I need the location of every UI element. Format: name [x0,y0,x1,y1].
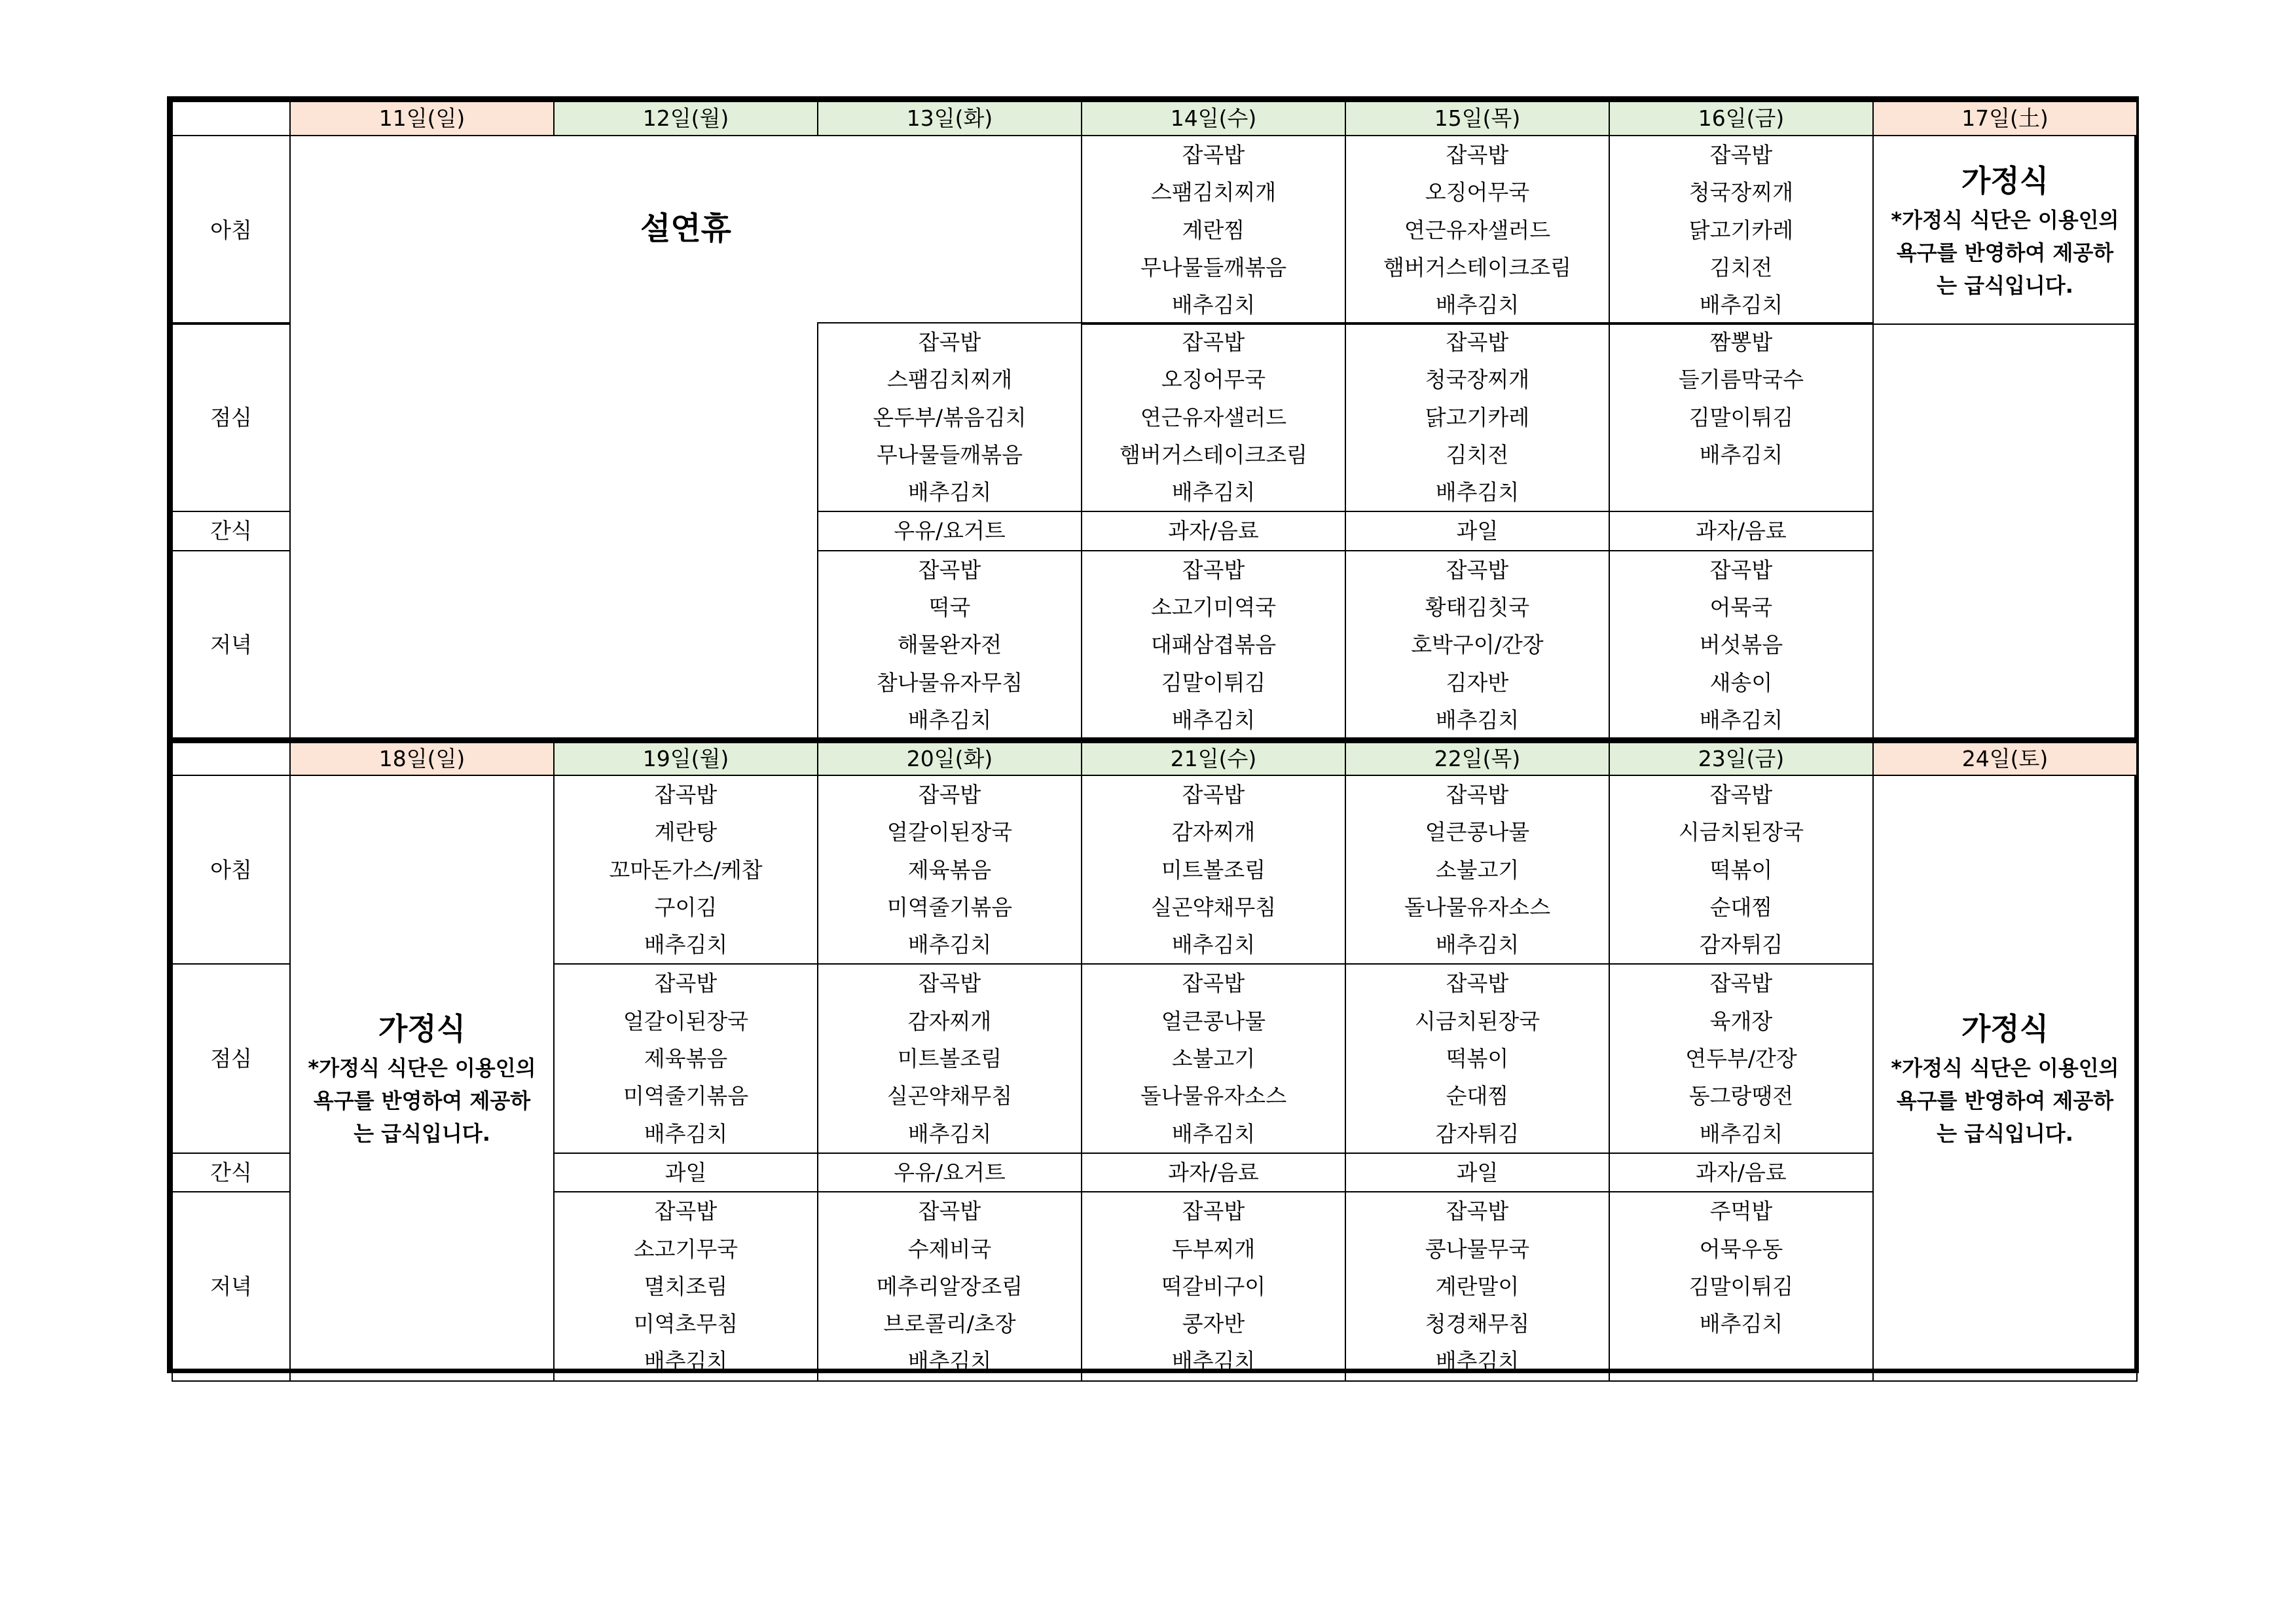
menu-item: 배추김치 [1171,932,1256,958]
menu-cell [1082,136,1345,324]
menu-cell [1082,775,1345,964]
homestyle-title: 가정식 [1961,1011,2049,1047]
menu-item: 잡곡밥 [1709,142,1773,168]
menu-item: 얼큰콩나물 [1425,819,1530,845]
menu-item: 오징어무국 [1425,179,1530,206]
note-line: *가정식 식단은 이용인의 [1891,208,2119,233]
menu-item: 배추김치 [1435,932,1520,958]
homestyle-cell [1873,136,2137,324]
menu-item: 소불고기 [1435,857,1520,883]
day-header: 23일(금) [1609,741,1873,776]
menu-cell [1609,964,1873,1153]
menu-item: 어묵우동 [1699,1236,1783,1262]
snack-cell: 과일 [1345,511,1609,550]
menu-item: 잡곡밥 [918,782,981,807]
menu-item: 온두부/볶음김치 [873,404,1027,430]
snack-cell: 과자/음료 [1082,1153,1345,1192]
menu-item: 배추김치 [644,932,728,958]
day-header: 24일(토) [1873,741,2137,776]
menu-item: 배추김치 [1171,479,1256,506]
menu-item: 잡곡밥 [1182,782,1245,807]
menu-item: 수제비국 [907,1236,992,1262]
menu-item: 배추김치 [907,479,992,506]
menu-cell [818,1192,1082,1380]
snack-cell: 과자/음료 [1609,511,1873,550]
menu-item: 배추김치 [1171,707,1256,733]
menu-cell [1345,964,1609,1153]
menu-item: 소고기미역국 [1150,595,1277,621]
meal-label-snack: 간식 [172,1153,290,1192]
menu-item: 동그랑땡전 [1688,1083,1794,1109]
note-line: 욕구를 반영하여 제공하 [1896,1088,2114,1114]
menu-item: 브로콜리/초장 [883,1311,1016,1337]
menu-item: 감자찌개 [907,1008,992,1034]
menu-item: 김치전 [1709,254,1773,280]
homestyle-cell [1873,775,2137,1381]
menu-item: 어묵국 [1709,595,1773,621]
menu-item: 떡볶이 [1446,1046,1509,1072]
menu-item: 잡곡밥 [1709,782,1773,807]
menu-item: 육개장 [1709,1008,1773,1034]
day-header: 13일(화) [818,101,1082,136]
menu-item: 청경채무침 [1425,1311,1530,1337]
day-header: 17일(土) [1873,101,2137,136]
menu-item: 구이김 [654,894,718,920]
menu-cell [1345,551,1609,739]
menu-item: 잡곡밥 [1709,557,1773,583]
day-header: 14일(수) [1082,101,1345,136]
menu-item: 잡곡밥 [1446,1198,1509,1225]
homestyle-cell [290,775,554,1381]
menu-item: 잡곡밥 [1446,557,1509,583]
holiday-cell [290,136,1082,324]
menu-item: 콩나물무국 [1425,1236,1530,1262]
menu-item: 미트볼조림 [897,1046,1002,1072]
menu-item: 잡곡밥 [918,970,981,997]
menu-item: 배추김치 [644,1120,728,1147]
menu-item: 시금치된장국 [1678,819,1804,845]
menu-item: 떡볶이 [1709,857,1773,883]
menu-item: 연근유자샐러드 [1404,217,1551,243]
meal-label-snack: 간식 [172,511,290,550]
meal-label-dinner: 저녁 [172,551,290,739]
homestyle-title: 가정식 [378,1011,466,1047]
menu-item: 청국장찌개 [1425,367,1530,393]
day-header: 18일(일) [290,741,554,776]
menu-cell [1345,1192,1609,1380]
menu-item: 배추김치 [1435,292,1520,318]
menu-item: 감자찌개 [1171,819,1256,845]
menu-item: 떡국 [928,595,971,621]
menu-item: 잡곡밥 [918,1198,981,1225]
day-header: 21일(수) [1082,741,1345,776]
menu-item: 김치전 [1446,441,1509,468]
menu-item: 두부찌개 [1171,1236,1256,1262]
homestyle-note [1874,204,2136,302]
menu-item: 얼큰콩나물 [1161,1008,1266,1034]
menu-item: 김자반 [1446,669,1509,695]
menu-item: 얼갈이된장국 [886,819,1013,845]
menu-item: 배추김치 [1435,1348,1520,1375]
menu-item: 황태김칫국 [1425,595,1530,621]
menu-item: 돌나물유자소스 [1404,894,1551,920]
menu-item: 떡갈비구이 [1161,1273,1266,1299]
menu-item: 배추김치 [1435,707,1520,733]
menu-item: 순대찜 [1709,894,1773,920]
menu-item: 오징어무국 [1161,367,1266,393]
note-line: *가정식 식단은 이용인의 [1891,1056,2119,1081]
menu-item: 잡곡밥 [654,970,718,997]
homestyle-span [1873,323,2137,739]
menu-item: 메추리알장조림 [876,1273,1023,1299]
menu-item: 실곤약채무침 [886,1083,1013,1109]
meal-label-lunch: 점심 [172,323,290,511]
menu-item: 김말이튀김 [1688,1273,1794,1299]
menu-item: 무나물들깨볶음 [1140,254,1287,280]
note-line: *가정식 식단은 이용인의 [308,1056,536,1081]
menu-item: 배추김치 [1171,1120,1256,1147]
menu-item: 해물완자전 [897,632,1002,658]
menu-item: 햄버거스테이크조림 [1120,441,1307,468]
menu-item: 배추김치 [644,1348,728,1375]
menu-item: 햄버거스테이크조림 [1383,254,1571,280]
menu-cell [1345,136,1609,324]
menu-item: 김말이튀김 [1688,404,1794,430]
meal-label-dinner: 저녁 [172,1192,290,1380]
week1-lower-table [172,322,2138,740]
menu-item: 잡곡밥 [654,782,718,807]
note-line: 욕구를 반영하여 제공하 [1896,240,2114,266]
day-header: 16일(금) [1609,101,1873,136]
menu-cell [1609,551,1873,739]
menu-item: 닭고기카레 [1425,404,1530,430]
menu-item: 배추김치 [1699,292,1783,318]
menu-item: 계란탕 [654,819,718,845]
menu-cell [818,964,1082,1153]
week1-table [172,101,2138,325]
menu-item: 잡곡밥 [1446,142,1509,168]
week2-table [172,737,2138,1382]
menu-item: 연근유자샐러드 [1140,404,1287,430]
day-header: 20일(화) [818,741,1082,776]
meal-schedule [167,96,2139,1373]
menu-cell [554,964,818,1153]
snack-cell: 우유/요거트 [818,1153,1082,1192]
homestyle-note [291,1052,553,1150]
snack-cell: 과일 [1345,1153,1609,1192]
menu-item: 콩자반 [1182,1311,1245,1337]
holiday-label: 설연휴 [640,210,732,248]
menu-cell [1082,964,1345,1153]
snack-cell: 우유/요거트 [818,511,1082,550]
menu-cell [1345,323,1609,511]
menu-item: 잡곡밥 [1709,970,1773,997]
menu-item: 미역줄기볶음 [886,894,1013,920]
corner-cell [172,101,290,136]
menu-item: 멸치조림 [644,1273,728,1299]
menu-cell [818,323,1082,511]
menu-item: 연두부/간장 [1685,1046,1797,1072]
menu-item: 주먹밥 [1709,1198,1773,1225]
menu-item: 미트볼조림 [1161,857,1266,883]
menu-item: 배추김치 [907,932,992,958]
menu-item: 참나물유자무침 [876,669,1023,695]
menu-item: 버섯볶음 [1699,632,1783,658]
menu-item: 순대찜 [1446,1083,1509,1109]
menu-item: 얼갈이된장국 [623,1008,749,1034]
menu-item: 짬뽕밥 [1709,329,1773,355]
menu-item: 배추김치 [1699,441,1783,468]
menu-item: 잡곡밥 [1182,557,1245,583]
menu-item: 배추김치 [1171,1348,1256,1375]
menu-cell [554,1192,818,1380]
holiday-span [290,323,818,739]
menu-item: 계란찜 [1182,217,1245,243]
menu-item: 닭고기카레 [1688,217,1794,243]
menu-item: 시금치된장국 [1414,1008,1540,1034]
menu-item: 계란말이 [1435,1273,1520,1299]
menu-item: 미역초무침 [633,1311,738,1337]
menu-item: 실곤약채무침 [1150,894,1277,920]
menu-item: 무나물들깨볶음 [876,441,1023,468]
meal-label-breakfast: 아침 [172,775,290,964]
menu-cell [818,551,1082,739]
corner-cell [172,741,290,776]
menu-item: 잡곡밥 [1446,329,1509,355]
menu-item: 호박구이/간장 [1411,632,1544,658]
menu-item: 소고기무국 [633,1236,738,1262]
meal-label-breakfast: 아침 [172,136,290,324]
menu-cell [1345,775,1609,964]
menu-item: 잡곡밥 [1182,1198,1245,1225]
day-header: 19일(월) [554,741,818,776]
day-header: 11일(일) [290,101,554,136]
menu-cell [1609,323,1873,511]
menu-cell [554,775,818,964]
note-line: 욕구를 반영하여 제공하 [313,1088,531,1114]
snack-cell: 과일 [554,1153,818,1192]
menu-item: 대패삼겹볶음 [1150,632,1277,658]
meal-label-lunch: 점심 [172,964,290,1153]
menu-item: 배추김치 [1699,707,1783,733]
menu-cell [1609,136,1873,324]
homestyle-title: 가정식 [1961,163,2049,199]
note-line: 는 급식입니다. [354,1121,490,1147]
snack-cell: 과자/음료 [1609,1153,1873,1192]
snack-cell: 과자/음료 [1082,511,1345,550]
menu-item: 제육볶음 [644,1046,728,1072]
day-header: 15일(목) [1345,101,1609,136]
menu-item: 미역줄기볶음 [623,1083,749,1109]
menu-cell [818,775,1082,964]
menu-item: 들기름막국수 [1678,367,1804,393]
menu-item: 배추김치 [907,707,992,733]
menu-item: 김말이튀김 [1161,669,1266,695]
menu-item: 배추김치 [1171,292,1256,318]
menu-cell [1082,1192,1345,1380]
menu-item: 잡곡밥 [654,1198,718,1225]
menu-cell [1082,323,1345,511]
menu-item: 청국장찌개 [1688,179,1794,206]
menu-item: 돌나물유자소스 [1140,1083,1287,1109]
menu-item: 잡곡밥 [1182,970,1245,997]
note-line: 는 급식입니다. [1937,273,2073,299]
menu-item: 스팸김치찌개 [886,367,1013,393]
menu-item: 배추김치 [1699,1311,1783,1337]
menu-item: 소불고기 [1171,1046,1256,1072]
menu-item: 감자튀김 [1435,1120,1520,1147]
menu-item: 잡곡밥 [1446,782,1509,807]
day-header: 12일(월) [554,101,818,136]
menu-item: 배추김치 [1699,1120,1783,1147]
menu-item: 잡곡밥 [918,557,981,583]
menu-cell [1082,551,1345,739]
menu-item: 배추김치 [907,1348,992,1375]
menu-item: 잡곡밥 [918,329,981,355]
note-line: 는 급식입니다. [1937,1121,2073,1147]
menu-item: 스팸김치찌개 [1150,179,1277,206]
menu-cell [1609,775,1873,964]
menu-cell [1609,1192,1873,1380]
menu-item: 배추김치 [1435,479,1520,506]
menu-item: 잡곡밥 [1182,142,1245,168]
day-header: 22일(목) [1345,741,1609,776]
menu-item: 새송이 [1709,669,1773,695]
menu-item: 꼬마돈가스/케찹 [609,857,763,883]
menu-item: 감자튀김 [1699,932,1783,958]
homestyle-note [1874,1052,2136,1150]
menu-item: 잡곡밥 [1182,329,1245,355]
menu-item: 제육볶음 [907,857,992,883]
menu-item: 배추김치 [907,1120,992,1147]
menu-item: 잡곡밥 [1446,970,1509,997]
